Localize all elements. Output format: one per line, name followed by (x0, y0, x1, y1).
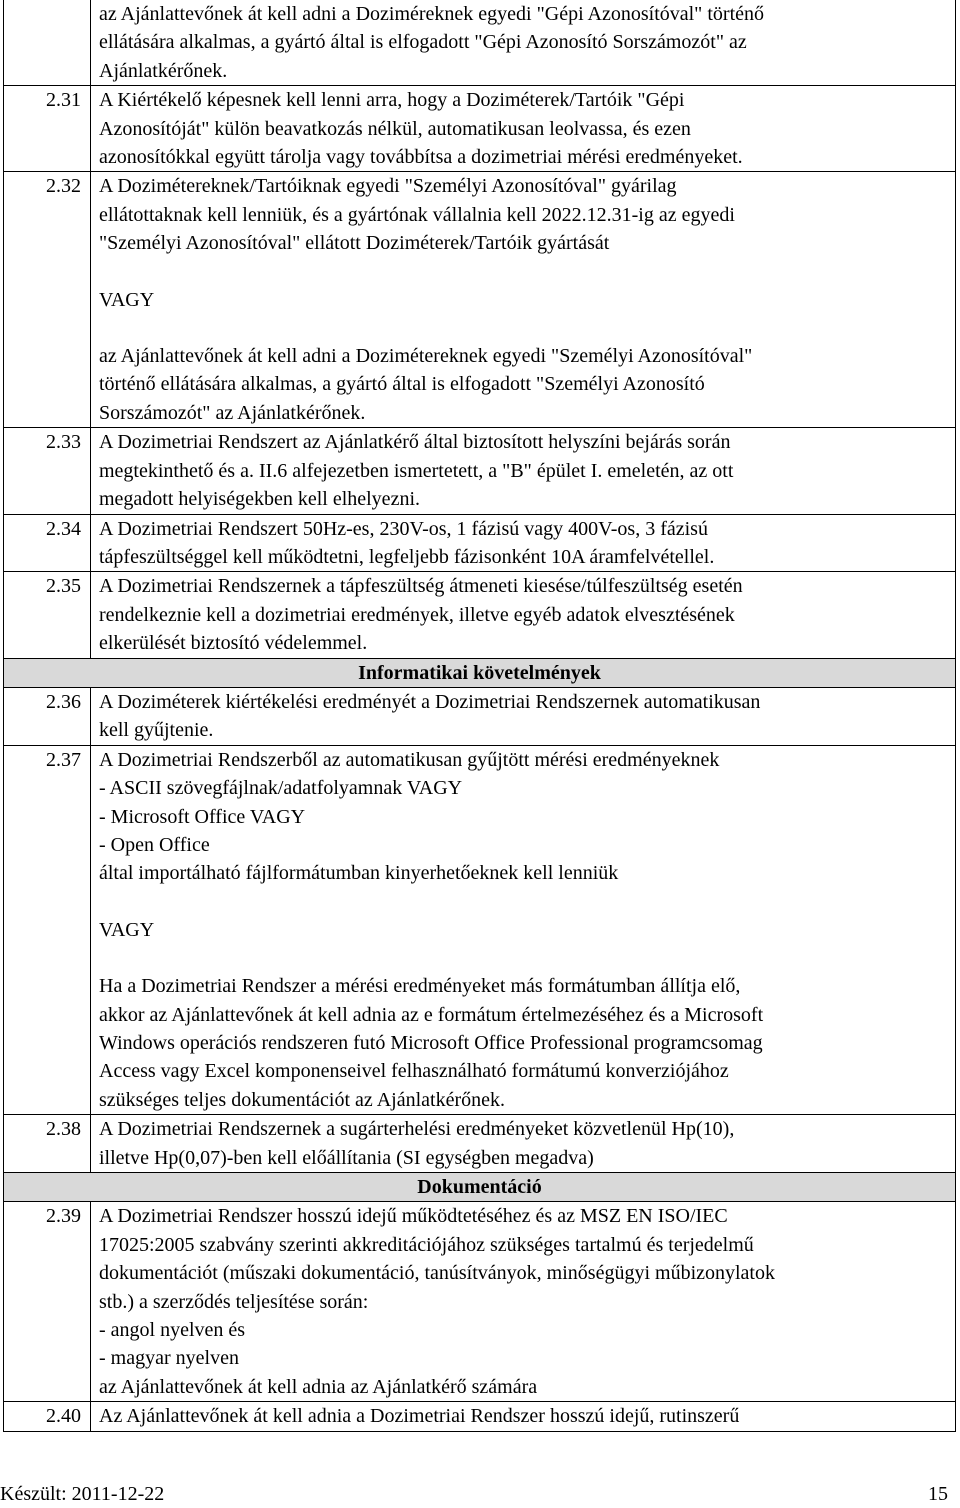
text-line: elkerülését biztosító védelemmel. (99, 632, 368, 655)
text-line: Az Ajánlattevőnek át kell adnia a Dozimetriai Rendszer hosszú idejű, rutinszerű (99, 1405, 740, 1428)
text-line: dokumentációt (műszaki dokumentáció, tanúsítványok, minőségügyi műbizonylatok (99, 1262, 775, 1285)
requirement-row (4, 0, 956, 86)
text-line: az Ajánlattevőnek át kell adnia az Ajánlatkérő számára (99, 1375, 538, 1398)
requirement-text (91, 1402, 956, 1431)
text-line: Azonosítóját" külön beavatkozás nélkül, automatikusan leolvassa, és ezen (99, 117, 691, 140)
text-line: A Dozimetriai Rendszerből az automatikusan gyűjtött mérési eredményeknek (99, 748, 720, 771)
requirement-number: 2.38 (4, 1115, 91, 1173)
footer-date: Készült: 2011-12-22 (0, 1483, 165, 1505)
text-line: Access vagy Excel komponenseivel felhasználható formátumú konverziójához (99, 1060, 729, 1083)
text-line: A Dozimétereknek/Tartóiknak egyedi "Személyi Azonosítóval" gyárilag (99, 175, 677, 198)
text-line: Sorszámozót" az Ajánlatkérőnek. (99, 401, 366, 424)
text-line: tápfeszültséggel kell működtetni, legfeljebb fázisonként 10A áramfelvétellel. (99, 545, 715, 568)
text-line: A Doziméterek kiértékelési eredményét a Dozimetriai Rendszernek automatikusan (99, 690, 761, 713)
requirement-number: 2.31 (4, 86, 91, 172)
requirement-row (4, 86, 956, 172)
text-line: illetve Hp(0,07)-ben kell előállítania (SI egységben megadva) (99, 1146, 594, 1169)
requirement-number: 2.40 (4, 1402, 91, 1431)
requirement-row (4, 1115, 956, 1173)
page-number: 15 (928, 1483, 948, 1505)
requirement-text (91, 1202, 956, 1402)
text-line (99, 888, 949, 916)
text-line: - ASCII szövegfájlnak/adatfolyamnak VAGY (99, 777, 463, 800)
requirement-number: 2.37 (4, 745, 91, 1114)
text-line: megtekinthető és a. II.6 alfejezetben ismertetett, a "B" épület I. emeletén, az ott (99, 459, 734, 482)
requirement-row (4, 172, 956, 428)
requirement-number: 2.33 (4, 428, 91, 514)
text-line: - Microsoft Office VAGY (99, 805, 306, 828)
text-line: stb.) a szerződés teljesítése során: (99, 1290, 369, 1313)
text-line: azonosítókkal együtt tárolja vagy továbbítsa a dozimetriai mérési eredményeket. (99, 146, 743, 169)
text-line: A Dozimetriai Rendszer hosszú idejű működtetéséhez és az MSZ EN ISO/IEC (99, 1205, 728, 1228)
text-line: rendelkeznie kell a dozimetriai eredmények, illetve egyéb adatok elvesztésének (99, 603, 735, 626)
requirement-row (4, 1202, 956, 1402)
section-header-row (4, 1173, 956, 1202)
requirements-table (3, 0, 956, 1432)
requirement-text (91, 172, 956, 428)
text-line: ellátottaknak kell lenniük, és a gyártónak vállalnia kell 2022.12.31-ig az egyedi (99, 203, 735, 226)
text-line (99, 258, 949, 286)
requirement-text (91, 86, 956, 172)
requirement-text (91, 572, 956, 658)
requirement-number: 2.35 (4, 572, 91, 658)
text-line: A Kiértékelő képesnek kell lenni arra, hogy a Doziméterek/Tartóik "Gépi (99, 89, 685, 112)
text-line: megadott helyiségekben kell elhelyezni. (99, 488, 420, 511)
requirement-number: 2.34 (4, 514, 91, 572)
text-line: Ajánlatkérőnek. (99, 59, 228, 82)
text-line: 17025:2005 szabvány szerinti akkreditációjához szükséges tartalmú és terjedelmű (99, 1233, 754, 1256)
requirement-number: 2.32 (4, 172, 91, 428)
section-header: Informatikai követelmények (4, 658, 956, 687)
text-line: A Dozimetriai Rendszert az Ajánlatkérő által biztosított helyszíni bejárás során (99, 431, 731, 454)
text-line: ellátására alkalmas, a gyártó által is elfogadott "Gépi Azonosító Sorszámozót" az (99, 31, 747, 54)
text-line: A Dozimetriai Rendszernek a sugárterhelési eredményeket közvetlenül Hp(10), (99, 1118, 735, 1141)
text-line: Ha a Dozimetriai Rendszer a mérési eredményeket más formátumban állítja elő, (99, 975, 741, 998)
text-line: VAGY (99, 918, 155, 941)
requirement-text (91, 514, 956, 572)
requirement-row (4, 572, 956, 658)
text-line: - magyar nyelven (99, 1347, 239, 1370)
requirement-text (91, 1115, 956, 1173)
text-line: "Személyi Azonosítóval" ellátott Doziméterek/Tartóik gyártását (99, 232, 610, 255)
requirement-row (4, 1402, 956, 1431)
requirement-row (4, 514, 956, 572)
text-line: Windows operációs rendszeren futó Microsoft Office Professional programcsomag (99, 1032, 763, 1054)
section-header: Dokumentáció (4, 1173, 956, 1202)
text-line: az Ajánlattevőnek át kell adni a Doziméreknek egyedi "Gépi Azonosítóval" történő (99, 3, 764, 25)
text-line: szükséges teljes dokumentációt az Ajánlatkérőnek. (99, 1088, 505, 1111)
requirement-row (4, 428, 956, 514)
text-line (99, 314, 949, 342)
text-line: történő ellátására alkalmas, a gyártó által is elfogadott "Személyi Azonosító (99, 373, 705, 396)
text-line: A Dozimetriai Rendszernek a tápfeszültség átmeneti kiesése/túlfeszültség esetén (99, 575, 743, 598)
text-line: - Open Office (99, 833, 210, 856)
text-line: - angol nyelven és (99, 1319, 246, 1342)
text-line: akkor az Ajánlattevőnek át kell adnia az e formátum értelmezéséhez és a Microsoft (99, 1003, 764, 1026)
requirement-text (91, 428, 956, 514)
text-line: kell gyűjtenie. (99, 719, 214, 742)
requirement-number (4, 0, 91, 86)
requirement-row (4, 687, 956, 745)
text-line: VAGY (99, 288, 155, 311)
text-line: által importálható fájlformátumban kinyerhetőeknek kell lenniük (99, 862, 619, 885)
text-line (99, 944, 949, 972)
requirement-text (91, 687, 956, 745)
section-header-row (4, 658, 956, 687)
requirement-number: 2.36 (4, 687, 91, 745)
text-line: az Ajánlattevőnek át kell adni a Dozimétereknek egyedi "Személyi Azonosítóval" (99, 345, 753, 368)
requirement-text (91, 745, 956, 1114)
requirement-number: 2.39 (4, 1202, 91, 1402)
text-line: A Dozimetriai Rendszert 50Hz-es, 230V-os, 1 fázisú vagy 400V-os, 3 fázisú (99, 517, 708, 540)
requirement-row (4, 745, 956, 1114)
requirement-text (91, 0, 956, 86)
